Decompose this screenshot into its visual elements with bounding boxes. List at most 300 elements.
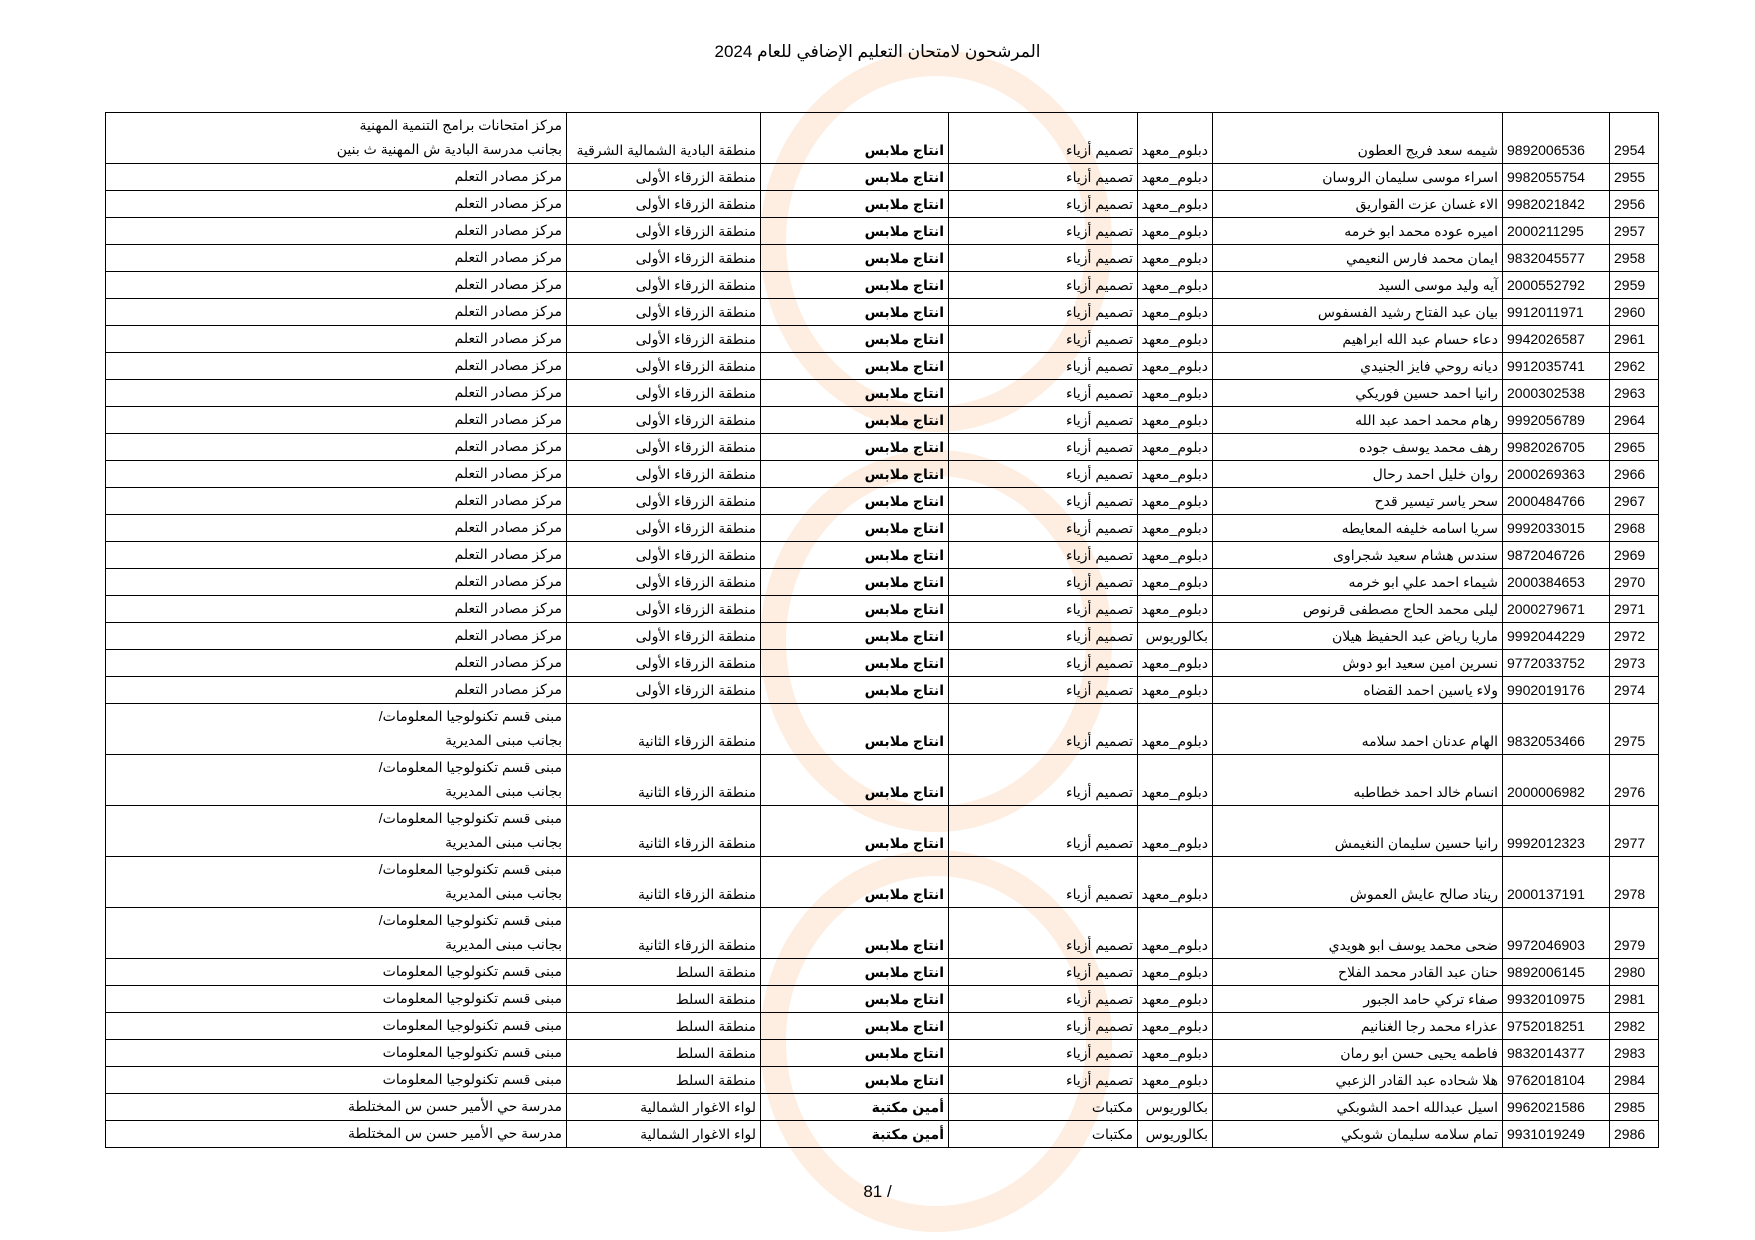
specialization-cell: تصميم أزياء [949,245,1138,272]
specialization-cell: مكتبات [949,1121,1138,1148]
specialization-cell: تصميم أزياء [949,461,1138,488]
center-line: مركز مصادر التعلم [454,222,562,238]
seq-cell: 2969 [1610,542,1659,569]
center-line: مركز مصادر التعلم [454,303,562,319]
center-line: مركز امتحانات برامج التنمية المهنية [359,117,562,133]
name-cell: سندس هشام سعيد شجراوى [1213,542,1503,569]
national-id-cell: 9832014377 [1503,1040,1610,1067]
region-cell: منطقة الزرقاء الأولى [567,407,761,434]
specialization-cell: تصميم أزياء [949,806,1138,857]
seq-cell: 2984 [1610,1067,1659,1094]
seq-cell: 2958 [1610,245,1659,272]
specialization-cell: تصميم أزياء [949,755,1138,806]
exam-cell: انتاج ملابس [761,1040,949,1067]
region-cell: منطقة الزرقاء الثانية [567,908,761,959]
name-cell: روان خليل احمد رحال [1213,461,1503,488]
center-cell [106,1067,567,1094]
national-id-cell: 2000279671 [1503,596,1610,623]
specialization-cell: تصميم أزياء [949,353,1138,380]
exam-cell: انتاج ملابس [761,272,949,299]
region-cell: لواء الاغوار الشمالية [567,1121,761,1148]
seq-cell: 2974 [1610,677,1659,704]
table-row [106,245,1659,272]
national-id-cell: 2000484766 [1503,488,1610,515]
national-id-cell: 9832053466 [1503,704,1610,755]
table-row [106,488,1659,515]
name-cell: رانيا احمد حسين فوريكي [1213,380,1503,407]
national-id-cell: 9942026587 [1503,326,1610,353]
table-row [106,461,1659,488]
national-id-cell: 2000137191 [1503,857,1610,908]
seq-cell: 2957 [1610,218,1659,245]
region-cell: منطقة الزرقاء الأولى [567,461,761,488]
national-id-cell: 9912035741 [1503,353,1610,380]
document-title: المرشحون لامتحان التعليم الإضافي للعام 2024 [714,42,1041,61]
table-row [106,1121,1659,1148]
specialization-cell: تصميم أزياء [949,164,1138,191]
region-cell: منطقة الزرقاء الأولى [567,191,761,218]
name-cell: ليلى محمد الحاج مصطفى قرنوص [1213,596,1503,623]
qualification-cell: دبلوم_معهد [1138,272,1213,299]
center-cell [106,986,567,1013]
exam-cell: انتاج ملابس [761,755,949,806]
center-cell [106,434,567,461]
specialization-cell: تصميم أزياء [949,191,1138,218]
exam-cell: انتاج ملابس [761,164,949,191]
name-cell: ايمان محمد فارس النعيمي [1213,245,1503,272]
region-cell: منطقة الزرقاء الأولى [567,542,761,569]
qualification-cell: دبلوم_معهد [1138,806,1213,857]
center-line: مركز مصادر التعلم [454,573,562,589]
table-row [106,1040,1659,1067]
exam-cell: انتاج ملابس [761,704,949,755]
center-cell [106,218,567,245]
qualification-cell: دبلوم_معهد [1138,299,1213,326]
center-line: مركز مصادر التعلم [454,681,562,697]
specialization-cell: تصميم أزياء [949,515,1138,542]
region-cell: منطقة الزرقاء الأولى [567,650,761,677]
qualification-cell: دبلوم_معهد [1138,488,1213,515]
name-cell: اسراء موسى سليمان الروسان [1213,164,1503,191]
national-id-cell: 2000552792 [1503,272,1610,299]
specialization-cell: تصميم أزياء [949,434,1138,461]
center-cell [106,959,567,986]
exam-cell: انتاج ملابس [761,650,949,677]
table-row [106,959,1659,986]
qualification-cell: دبلوم_معهد [1138,218,1213,245]
center-cell [106,908,567,959]
region-cell: منطقة الزرقاء الثانية [567,806,761,857]
center-line: مركز مصادر التعلم [454,249,562,265]
table-row [106,677,1659,704]
center-line: بجانب مبنى المديرية [445,783,562,799]
national-id-cell: 2000302538 [1503,380,1610,407]
center-line: مبنى قسم تكنولوجيا المعلومات/ [378,912,562,928]
center-line: مركز مصادر التعلم [454,168,562,184]
center-line: مركز مصادر التعلم [454,276,562,292]
specialization-cell: تصميم أزياء [949,677,1138,704]
qualification-cell: دبلوم_معهد [1138,380,1213,407]
region-cell: منطقة الزرقاء الأولى [567,596,761,623]
center-line: مركز مصادر التعلم [454,546,562,562]
qualification-cell: دبلوم_معهد [1138,191,1213,218]
region-cell: منطقة الزرقاء الأولى [567,218,761,245]
seq-cell: 2977 [1610,806,1659,857]
specialization-cell: تصميم أزياء [949,986,1138,1013]
center-line: مدرسة حي الأمير حسن س المختلطة [348,1125,562,1141]
specialization-cell: تصميم أزياء [949,299,1138,326]
national-id-cell: 9982021842 [1503,191,1610,218]
exam-cell: انتاج ملابس [761,488,949,515]
national-id-cell: 9752018251 [1503,1013,1610,1040]
name-cell: سحر ياسر تيسير قدح [1213,488,1503,515]
region-cell: منطقة الزرقاء الأولى [567,677,761,704]
seq-cell: 2986 [1610,1121,1659,1148]
center-line: مبنى قسم تكنولوجيا المعلومات [382,1044,562,1060]
table-row [106,218,1659,245]
specialization-cell: تصميم أزياء [949,569,1138,596]
center-cell [106,650,567,677]
exam-cell: انتاج ملابس [761,806,949,857]
region-cell: منطقة السلط [567,1067,761,1094]
national-id-cell: 9892006536 [1503,113,1610,164]
region-cell: منطقة الزرقاء الأولى [567,299,761,326]
specialization-cell: تصميم أزياء [949,1040,1138,1067]
center-cell [106,461,567,488]
center-line: مبنى قسم تكنولوجيا المعلومات/ [378,810,562,826]
national-id-cell: 9772033752 [1503,650,1610,677]
table-row [106,272,1659,299]
center-line: مركز مصادر التعلم [454,384,562,400]
national-id-cell: 9992056789 [1503,407,1610,434]
center-cell [106,113,567,164]
region-cell: منطقة السلط [567,986,761,1013]
center-line: مركز مصادر التعلم [454,654,562,670]
center-line: مبنى قسم تكنولوجيا المعلومات [382,990,562,1006]
national-id-cell: 9982055754 [1503,164,1610,191]
seq-cell: 2961 [1610,326,1659,353]
center-line: مبنى قسم تكنولوجيا المعلومات [382,1017,562,1033]
specialization-cell: تصميم أزياء [949,326,1138,353]
qualification-cell: دبلوم_معهد [1138,755,1213,806]
center-line: بجانب مبنى المديرية [445,834,562,850]
candidates-table [105,112,1659,1148]
seq-cell: 2968 [1610,515,1659,542]
center-line: مبنى قسم تكنولوجيا المعلومات [382,1071,562,1087]
center-line: مركز مصادر التعلم [454,357,562,373]
region-cell: منطقة الزرقاء الأولى [567,488,761,515]
specialization-cell: تصميم أزياء [949,113,1138,164]
center-line: مركز مصادر التعلم [454,492,562,508]
exam-cell: انتاج ملابس [761,857,949,908]
exam-cell: انتاج ملابس [761,515,949,542]
table-row [106,515,1659,542]
specialization-cell: تصميم أزياء [949,272,1138,299]
qualification-cell: دبلوم_معهد [1138,245,1213,272]
center-cell [106,569,567,596]
center-cell [106,677,567,704]
exam-cell: انتاج ملابس [761,407,949,434]
center-cell [106,1013,567,1040]
specialization-cell: مكتبات [949,1094,1138,1121]
table-row [106,704,1659,755]
center-line: مركز مصادر التعلم [454,519,562,535]
exam-cell: انتاج ملابس [761,434,949,461]
exam-cell: انتاج ملابس [761,623,949,650]
seq-cell: 2982 [1610,1013,1659,1040]
qualification-cell: بكالوريوس [1138,1094,1213,1121]
national-id-cell: 9982026705 [1503,434,1610,461]
exam-cell: انتاج ملابس [761,380,949,407]
qualification-cell: دبلوم_معهد [1138,326,1213,353]
name-cell: آيه وليد موسى السيد [1213,272,1503,299]
region-cell: منطقة الزرقاء الأولى [567,353,761,380]
seq-cell: 2971 [1610,596,1659,623]
region-cell: منطقة الزرقاء الأولى [567,515,761,542]
qualification-cell: دبلوم_معهد [1138,1067,1213,1094]
exam-cell: انتاج ملابس [761,569,949,596]
region-cell: منطقة الزرقاء الثانية [567,755,761,806]
center-cell [106,1040,567,1067]
center-cell [106,596,567,623]
national-id-cell: 9962021586 [1503,1094,1610,1121]
national-id-cell: 9992012323 [1503,806,1610,857]
center-line: مركز مصادر التعلم [454,195,562,211]
seq-cell: 2966 [1610,461,1659,488]
qualification-cell: دبلوم_معهد [1138,164,1213,191]
table-row [106,1094,1659,1121]
center-cell [106,407,567,434]
table-row [106,857,1659,908]
center-cell [106,623,567,650]
center-line: مركز مصادر التعلم [454,330,562,346]
seq-cell: 2979 [1610,908,1659,959]
center-cell [106,191,567,218]
qualification-cell: دبلوم_معهد [1138,515,1213,542]
specialization-cell: تصميم أزياء [949,650,1138,677]
center-line: مبنى قسم تكنولوجيا المعلومات/ [378,759,562,775]
center-cell [106,542,567,569]
table-row [106,596,1659,623]
center-cell [106,245,567,272]
national-id-cell: 2000384653 [1503,569,1610,596]
center-cell [106,299,567,326]
specialization-cell: تصميم أزياء [949,704,1138,755]
table-row [106,650,1659,677]
seq-cell: 2955 [1610,164,1659,191]
name-cell: هلا شحاده عبد القادر الزعبي [1213,1067,1503,1094]
specialization-cell: تصميم أزياء [949,959,1138,986]
national-id-cell: 9972046903 [1503,908,1610,959]
region-cell: منطقة الزرقاء الأولى [567,245,761,272]
center-line: مبنى قسم تكنولوجيا المعلومات/ [378,861,562,877]
seq-cell: 2973 [1610,650,1659,677]
exam-cell: انتاج ملابس [761,218,949,245]
specialization-cell: تصميم أزياء [949,380,1138,407]
table-row [106,908,1659,959]
table-row [106,1013,1659,1040]
seq-cell: 2963 [1610,380,1659,407]
center-cell [106,164,567,191]
table-row [106,353,1659,380]
qualification-cell: دبلوم_معهد [1138,1040,1213,1067]
name-cell: ولاء ياسين احمد القضاه [1213,677,1503,704]
seq-cell: 2956 [1610,191,1659,218]
seq-cell: 2978 [1610,857,1659,908]
center-cell [106,1121,567,1148]
exam-cell: انتاج ملابس [761,461,949,488]
center-cell [106,488,567,515]
name-cell: فاطمه يحيى حسن ابو رمان [1213,1040,1503,1067]
exam-cell: انتاج ملابس [761,1067,949,1094]
name-cell: بيان عبد الفتاح رشيد الفسفوس [1213,299,1503,326]
region-cell: منطقة الزرقاء الأولى [567,272,761,299]
seq-cell: 2981 [1610,986,1659,1013]
region-cell: منطقة الزرقاء الثانية [567,857,761,908]
seq-cell: 2985 [1610,1094,1659,1121]
center-line: مركز مصادر التعلم [454,627,562,643]
center-line: بجانب مدرسة البادية ش المهنية ث بنين [336,141,562,157]
region-cell: منطقة الزرقاء الثانية [567,704,761,755]
table-row [106,113,1659,164]
name-cell: ديانه روحي فايز الجنيدي [1213,353,1503,380]
qualification-cell: دبلوم_معهد [1138,704,1213,755]
specialization-cell: تصميم أزياء [949,596,1138,623]
exam-cell: انتاج ملابس [761,596,949,623]
national-id-cell: 9912011971 [1503,299,1610,326]
specialization-cell: تصميم أزياء [949,1013,1138,1040]
name-cell: الهام عدنان احمد سلامه [1213,704,1503,755]
table-row [106,164,1659,191]
name-cell: رهام محمد احمد عبد الله [1213,407,1503,434]
seq-cell: 2960 [1610,299,1659,326]
center-cell [106,704,567,755]
qualification-cell: دبلوم_معهد [1138,434,1213,461]
table-row [106,326,1659,353]
national-id-cell: 9931019249 [1503,1121,1610,1148]
name-cell: نسرين امين سعيد ابو دوش [1213,650,1503,677]
qualification-cell: دبلوم_معهد [1138,986,1213,1013]
national-id-cell: 9892006145 [1503,959,1610,986]
table-row [106,569,1659,596]
qualification-cell: دبلوم_معهد [1138,569,1213,596]
exam-cell: انتاج ملابس [761,677,949,704]
national-id-cell: 2000269363 [1503,461,1610,488]
exam-cell: انتاج ملابس [761,113,949,164]
center-line: مدرسة حي الأمير حسن س المختلطة [348,1098,562,1114]
name-cell: ماريا رياض عبد الحفيظ هيلان [1213,623,1503,650]
seq-cell: 2975 [1610,704,1659,755]
qualification-cell: دبلوم_معهد [1138,542,1213,569]
national-id-cell: 9902019176 [1503,677,1610,704]
national-id-cell: 9872046726 [1503,542,1610,569]
center-cell [106,755,567,806]
table-row [106,542,1659,569]
table-row [106,806,1659,857]
qualification-cell: دبلوم_معهد [1138,353,1213,380]
table-row [106,1067,1659,1094]
center-cell [106,857,567,908]
name-cell: شيماء احمد علي ابو خرمه [1213,569,1503,596]
region-cell: منطقة الزرقاء الأولى [567,623,761,650]
name-cell: حنان عبد القادر محمد الفلاح [1213,959,1503,986]
seq-cell: 2965 [1610,434,1659,461]
name-cell: رانيا حسين سليمان النغيمش [1213,806,1503,857]
name-cell: انسام خالد احمد خطاطبه [1213,755,1503,806]
exam-cell: أمين مكتبة [761,1121,949,1148]
qualification-cell: بكالوريوس [1138,623,1213,650]
center-cell [106,515,567,542]
table-row [106,407,1659,434]
center-line: بجانب مبنى المديرية [445,732,562,748]
name-cell: اميره عوده محمد ابو خرمه [1213,218,1503,245]
center-cell [106,806,567,857]
region-cell: منطقة الزرقاء الأولى [567,326,761,353]
region-cell: منطقة الزرقاء الأولى [567,380,761,407]
center-cell [106,1094,567,1121]
region-cell: منطقة السلط [567,1040,761,1067]
qualification-cell: دبلوم_معهد [1138,908,1213,959]
exam-cell: انتاج ملابس [761,353,949,380]
center-line: مركز مصادر التعلم [454,438,562,454]
region-cell: منطقة السلط [567,959,761,986]
seq-cell: 2983 [1610,1040,1659,1067]
center-line: مركز مصادر التعلم [454,465,562,481]
seq-cell: 2954 [1610,113,1659,164]
seq-cell: 2959 [1610,272,1659,299]
exam-cell: انتاج ملابس [761,1013,949,1040]
region-cell: منطقة الزرقاء الأولى [567,164,761,191]
national-id-cell: 9992044229 [1503,623,1610,650]
seq-cell: 2980 [1610,959,1659,986]
qualification-cell: دبلوم_معهد [1138,407,1213,434]
specialization-cell: تصميم أزياء [949,407,1138,434]
region-cell: منطقة السلط [567,1013,761,1040]
exam-cell: انتاج ملابس [761,959,949,986]
specialization-cell: تصميم أزياء [949,542,1138,569]
qualification-cell: دبلوم_معهد [1138,596,1213,623]
qualification-cell: دبلوم_معهد [1138,113,1213,164]
qualification-cell: دبلوم_معهد [1138,959,1213,986]
page-number: 81 / [863,1182,892,1201]
name-cell: عذراء محمد رجا الغنانيم [1213,1013,1503,1040]
table-row [106,191,1659,218]
region-cell: لواء الاغوار الشمالية [567,1094,761,1121]
specialization-cell: تصميم أزياء [949,488,1138,515]
exam-cell: انتاج ملابس [761,908,949,959]
center-line: بجانب مبنى المديرية [445,936,562,952]
national-id-cell: 9992033015 [1503,515,1610,542]
specialization-cell: تصميم أزياء [949,623,1138,650]
table-row [106,299,1659,326]
table-row [106,986,1659,1013]
seq-cell: 2970 [1610,569,1659,596]
national-id-cell: 2000211295 [1503,218,1610,245]
qualification-cell: بكالوريوس [1138,1121,1213,1148]
qualification-cell: دبلوم_معهد [1138,857,1213,908]
exam-cell: انتاج ملابس [761,191,949,218]
name-cell: ريناد صالح عايش العموش [1213,857,1503,908]
exam-cell: أمين مكتبة [761,1094,949,1121]
qualification-cell: دبلوم_معهد [1138,1013,1213,1040]
national-id-cell: 9832045577 [1503,245,1610,272]
name-cell: صفاء تركي حامد الجبور [1213,986,1503,1013]
region-cell: منطقة الزرقاء الأولى [567,569,761,596]
seq-cell: 2967 [1610,488,1659,515]
seq-cell: 2962 [1610,353,1659,380]
name-cell: تمام سلامه سليمان شوبكي [1213,1121,1503,1148]
seq-cell: 2964 [1610,407,1659,434]
